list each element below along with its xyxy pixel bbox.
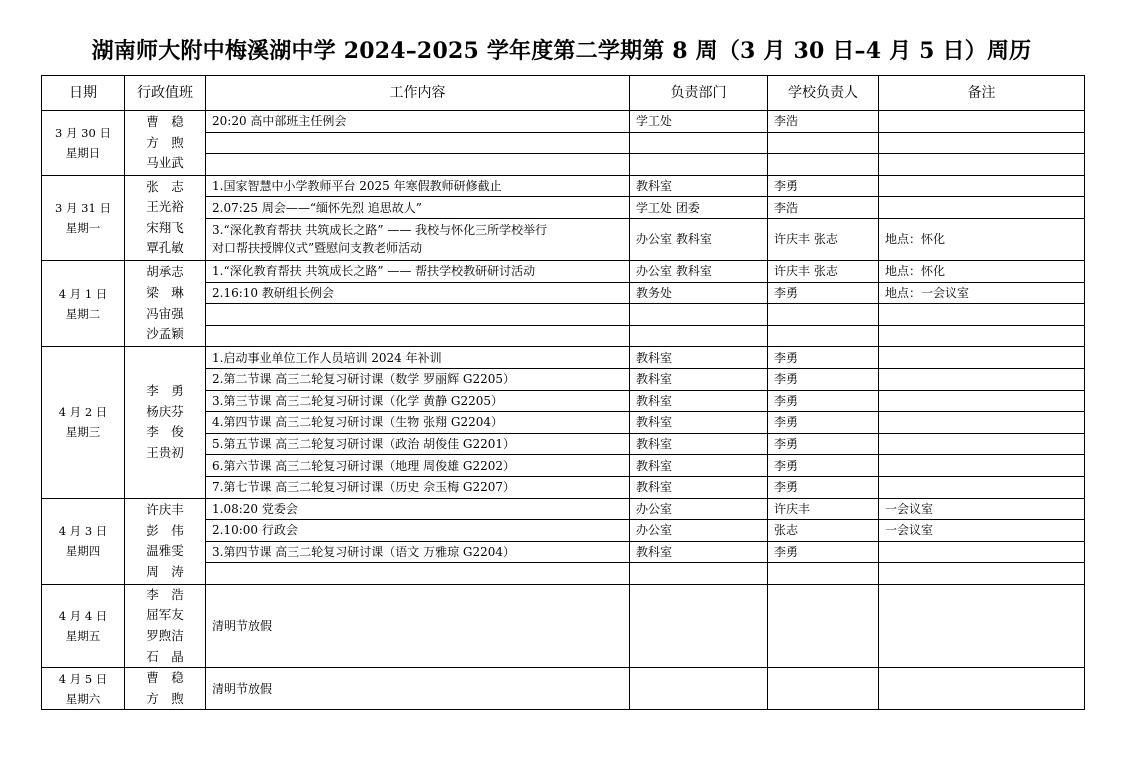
duty-cell [125,584,206,667]
date-label: 4 月 4 日 [58,609,108,624]
note-cell [879,541,1085,563]
lead-cell: 李浩 [768,111,879,133]
lead-cell: 李勇 [768,347,879,369]
duty-cell [125,347,206,498]
page-title: 湖南师大附中梅溪湖中学 2024–2025 学年度第二学期第 8 周（3 月 30 日–4 月 5 日）周历 [91,38,1032,64]
lead-cell [768,154,879,176]
duty-name: 张 志 [146,178,184,194]
dept-cell: 办公室 [630,498,768,520]
duty-name: 李 勇 [146,383,184,399]
lead-cell [768,668,879,710]
duty-name: 彭 伟 [146,522,184,538]
lead-cell: 李浩 [768,197,879,219]
duty-name: 温雅雯 [146,543,184,559]
note-cell [879,668,1085,710]
header-work: 工作内容 [206,76,630,111]
weekday-label: 星期三 [65,425,101,440]
date-cell [42,347,125,498]
table-row [42,584,1085,667]
work-cell [206,304,630,326]
duty-name: 曹 稳 [146,114,184,129]
lead-cell [768,304,879,326]
header-lead: 学校负责人 [768,76,879,111]
lead-cell: 李勇 [768,541,879,563]
dept-cell: 教科室 [630,390,768,412]
work-cell: 1.“深化教育帮扶 共筑成长之路” —— 帮扶学校教研研讨活动 [206,260,630,282]
note-cell: 地点：一会议室 [879,282,1085,304]
duty-name: 方 煦 [146,134,184,150]
duty-name: 沙孟颖 [146,326,184,342]
note-cell: 一会议室 [879,498,1085,520]
weekday-label: 星期四 [65,544,101,559]
duty-name: 周 涛 [146,563,184,579]
weekday-label: 星期五 [65,629,101,644]
duty-name: 李 浩 [146,586,184,602]
lead-cell [768,584,879,667]
work-cell: 2.第二节课 高三二轮复习研讨课（数学 罗丽辉 G2205） [206,368,630,390]
work-cell: 2.10:00 行政会 [206,520,630,542]
dept-cell [630,563,768,585]
date-label: 3 月 30 日 [55,125,111,140]
duty-name: 马业武 [146,155,184,171]
note-cell [879,304,1085,326]
date-cell [42,175,125,260]
note-cell [879,368,1085,390]
duty-name: 石 晶 [146,648,184,664]
table-row [42,175,1085,197]
lead-cell: 许庆丰 张志 [768,260,879,282]
date-label: 4 月 2 日 [58,405,108,420]
weekday-label: 星期日 [65,145,101,160]
note-cell [879,455,1085,477]
date-label: 4 月 1 日 [58,286,108,301]
dept-cell: 教科室 [630,433,768,455]
work-cell: 1.启动事业单位工作人员培训 2024 年补训 [206,347,630,369]
work-cell: 20:20 高中部班主任例会 [206,111,630,133]
work-cell [206,563,630,585]
note-cell [879,476,1085,498]
note-cell: 地点：怀化 [879,260,1085,282]
duty-cell [125,111,206,176]
weekday-label: 星期六 [65,691,101,706]
table-row [42,498,1085,520]
note-cell: 地点：怀化 [879,218,1085,260]
dept-cell: 教科室 [630,412,768,434]
note-cell [879,347,1085,369]
duty-name: 方 煦 [146,690,184,706]
header-note: 备注 [879,76,1085,111]
work-cell: 3.第四节课 高三二轮复习研讨课（语文 万雅琼 G2204） [206,541,630,563]
lead-cell [768,132,879,154]
work-cell: 3.第三节课 高三二轮复习研讨课（化学 黄静 G2205） [206,390,630,412]
dept-cell: 办公室 教科室 [630,218,768,260]
duty-cell [125,668,206,710]
table-row [42,111,1085,133]
duty-name: 曹 稳 [146,670,184,686]
dept-cell: 办公室 教科室 [630,260,768,282]
note-cell [879,197,1085,219]
note-cell: 一会议室 [879,520,1085,542]
work-cell: 2.16:10 教研组长例会 [206,282,630,304]
work-cell: 5.第五节课 高三二轮复习研讨课（政治 胡俊佳 G2201） [206,433,630,455]
duty-name: 屈军友 [146,607,184,623]
dept-cell: 教科室 [630,175,768,197]
date-cell [42,111,125,176]
duty-cell [125,260,206,346]
duty-name: 王光裕 [146,199,184,215]
lead-cell: 李勇 [768,412,879,434]
date-label: 4 月 5 日 [58,671,108,686]
duty-name: 杨庆芬 [146,403,184,419]
lead-cell: 李勇 [768,455,879,477]
lead-cell: 李勇 [768,390,879,412]
note-cell [879,132,1085,154]
work-cell [206,154,630,176]
header-dept: 负责部门 [630,76,768,111]
dept-cell: 学工处 团委 [630,197,768,219]
dept-cell: 教科室 [630,476,768,498]
work-cell: 1.国家智慧中小学教师平台 2025 年寒假教师研修截止 [206,175,630,197]
table-row [42,668,1085,710]
duty-name: 罗煦洁 [146,628,184,644]
weekday-label: 星期一 [65,220,101,235]
work-cell: 6.第六节课 高三二轮复习研讨课（地理 周俊雄 G2202） [206,455,630,477]
work-cell: 1.08:20 党委会 [206,498,630,520]
work-cell: 清明节放假 [206,584,630,667]
lead-cell: 李勇 [768,368,879,390]
weekday-label: 星期二 [65,306,101,321]
lead-cell [768,325,879,347]
duty-name: 许庆丰 [146,502,184,517]
note-cell [879,154,1085,176]
lead-cell [768,563,879,585]
dept-cell [630,668,768,710]
work-cell: 清明节放假 [206,668,630,710]
table-row [42,347,1085,369]
work-cell: 7.第七节课 高三二轮复习研讨课（历史 佘玉梅 G2207） [206,476,630,498]
work-cell [206,218,630,260]
dept-cell [630,304,768,326]
work-cell [206,325,630,347]
dept-cell [630,132,768,154]
work-cell [206,132,630,154]
lead-cell: 许庆丰 [768,498,879,520]
dept-cell: 教科室 [630,368,768,390]
duty-name: 梁 琳 [146,285,184,301]
lead-cell: 李勇 [768,476,879,498]
date-label: 4 月 3 日 [58,524,108,539]
lead-cell: 李勇 [768,175,879,197]
weekly-calendar-table [41,75,1085,710]
work-line: 3.“深化教育帮扶 共筑成长之路” —— 我校与怀化三所学校举行 [212,223,548,238]
note-cell [879,175,1085,197]
work-cell: 2.07:25 周会——“缅怀先烈 追思故人” [206,197,630,219]
dept-cell: 教务处 [630,282,768,304]
duty-name: 宋翔飞 [146,219,184,235]
duty-cell [125,498,206,584]
note-cell [879,584,1085,667]
note-cell [879,563,1085,585]
dept-cell: 教科室 [630,455,768,477]
header-row [42,76,1085,111]
note-cell [879,111,1085,133]
header-duty: 行政值班 [125,76,206,111]
dept-cell: 教科室 [630,347,768,369]
duty-name: 冯宙强 [146,305,184,321]
dept-cell: 办公室 [630,520,768,542]
dept-cell [630,154,768,176]
note-cell [879,390,1085,412]
work-cell: 4.第四节课 高三二轮复习研讨课（生物 张翔 G2204） [206,412,630,434]
dept-cell [630,325,768,347]
date-cell [42,668,125,710]
note-cell [879,412,1085,434]
dept-cell: 学工处 [630,111,768,133]
lead-cell: 张志 [768,520,879,542]
date-cell [42,584,125,667]
dept-cell: 教科室 [630,541,768,563]
duty-cell [125,175,206,260]
table-row [42,260,1085,282]
lead-cell: 许庆丰 张志 [768,218,879,260]
work-line: 对口帮扶授牌仪式”暨慰问支教老师活动 [212,241,423,256]
note-cell [879,325,1085,347]
lead-cell: 李勇 [768,282,879,304]
duty-name: 王贵初 [146,445,184,461]
date-cell [42,498,125,584]
note-cell [879,433,1085,455]
header-date: 日期 [42,76,125,111]
date-label: 3 月 31 日 [55,200,111,215]
duty-name: 覃孔敏 [146,240,184,256]
date-cell [42,260,125,346]
duty-name: 李 俊 [146,424,184,440]
lead-cell: 李勇 [768,433,879,455]
dept-cell [630,584,768,667]
duty-name: 胡承志 [146,264,184,280]
